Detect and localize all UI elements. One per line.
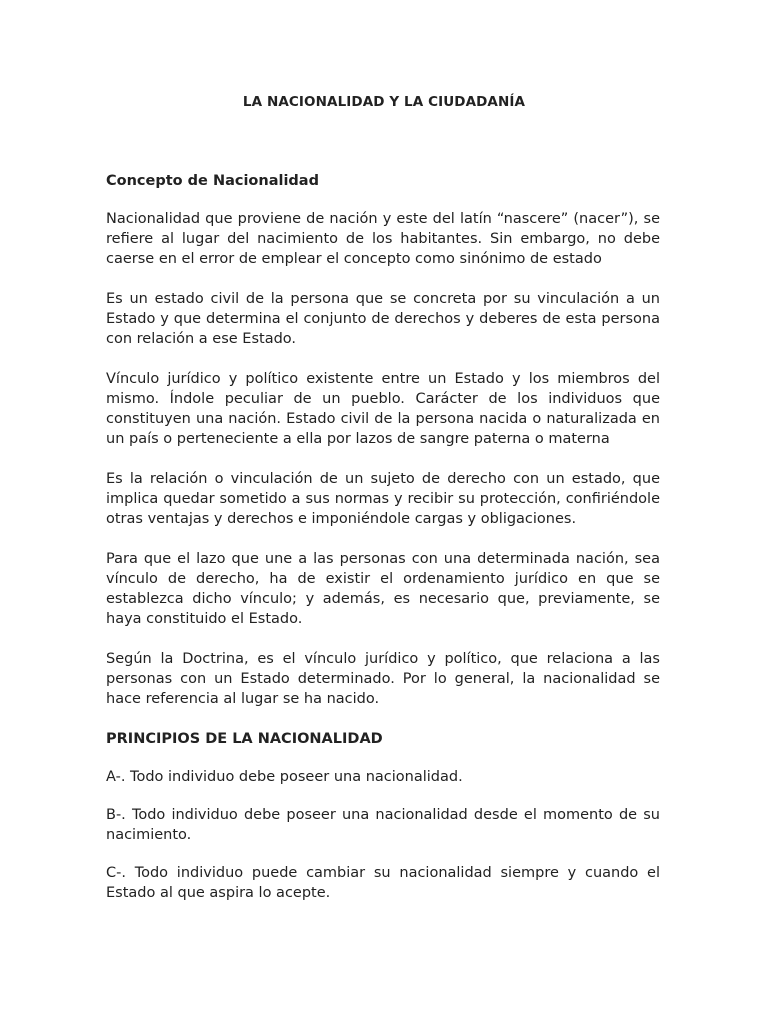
principle-item: A-. Todo individuo debe poseer una nacionalidad. (106, 769, 463, 785)
paragraph: Para que el lazo que une a las personas con una determinada nación, sea vínculo de derecho, ha de existir el ordenamiento jurídico en que se establezca dicho vínculo; y además, es necesario que, previamente, se haya constituido el Estado. (106, 551, 660, 627)
paragraph: Nacionalidad que proviene de nación y este del latín “nascere” (nacer”), se refiere al lugar del nacimiento de los habitantes. Sin embargo, no debe caerse en el error de emplear el concepto como sinónimo de estado (106, 211, 660, 267)
paragraph: Vínculo jurídico y político existente entre un Estado y los miembros del mismo. Índole peculiar de un pueblo. Carácter de los individuos que constituyen una nación. Estado civil de la persona nacida o naturalizada en un país o perteneciente a ella por lazos de sangre paterna o materna (106, 371, 660, 447)
section-heading-principios: PRINCIPIOS DE LA NACIONALIDAD (106, 731, 383, 747)
paragraph: Según la Doctrina, es el vínculo jurídico y político, que relaciona a las personas con un Estado determinado. Por lo general, la nacionalidad se hace referencia al lugar se ha nacido. (106, 651, 660, 707)
principle-item: C-. Todo individuo puede cambiar su nacionalidad siempre y cuando el Estado al que aspira lo acepte. (106, 865, 660, 901)
document-body (106, 171, 660, 921)
paragraph: Es la relación o vinculación de un sujeto de derecho con un estado, que implica quedar sometido a sus normas y recibir su protección, confiriéndole otras ventajas y derechos e imponiéndole cargas y obligaciones. (106, 471, 660, 527)
document-title: LA NACIONALIDAD Y LA CIUDADANÍA (242, 94, 526, 110)
principle-item: B-. Todo individuo debe poseer una nacionalidad desde el momento de su nacimiento. (106, 807, 660, 843)
paragraph: Es un estado civil de la persona que se concreta por su vinculación a un Estado y que determina el conjunto de derechos y deberes de esta persona con relación a ese Estado. (106, 291, 660, 347)
section-heading-concepto: Concepto de Nacionalidad (106, 173, 319, 189)
